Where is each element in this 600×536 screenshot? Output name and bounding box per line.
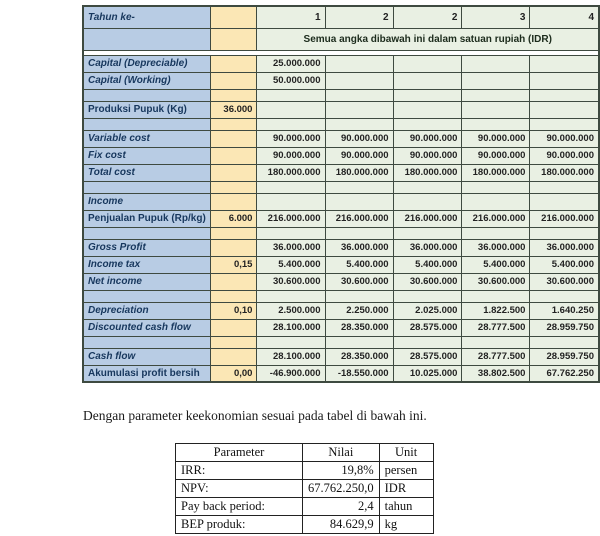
- param-cell: [210, 72, 257, 89]
- value-cell: 28.350.000: [325, 348, 393, 365]
- row-label-cell: Gross Profit: [83, 239, 210, 256]
- table-row: [83, 193, 599, 210]
- summary-row-irr: [176, 462, 434, 480]
- value-cell: [325, 181, 393, 193]
- param-cell: [210, 6, 257, 28]
- blank-row: [83, 181, 599, 193]
- param-cell: [210, 164, 257, 181]
- value-cell: 28.777.500: [462, 348, 530, 365]
- value-cell: 2.250.000: [325, 302, 393, 319]
- table-row: [83, 130, 599, 147]
- value-cell: 216.000.000: [393, 210, 462, 227]
- year-header-row: [83, 6, 599, 28]
- parameter-unit: IDR: [379, 480, 433, 498]
- row-label-cell: [83, 28, 210, 50]
- value-cell: 180.000.000: [462, 164, 530, 181]
- value-cell: 180.000.000: [257, 164, 325, 181]
- value-cell: [393, 101, 462, 118]
- blank-row: [83, 290, 599, 302]
- value-cell: [462, 336, 530, 348]
- table-row: [83, 365, 599, 382]
- row-label-cell: Fix cost: [83, 147, 210, 164]
- value-cell: [393, 193, 462, 210]
- value-cell: 36.000.000: [530, 239, 599, 256]
- parameter-name: BEP produk:: [176, 516, 303, 534]
- value-cell: [462, 181, 530, 193]
- value-cell: 50.000.000: [257, 72, 325, 89]
- row-label-cell: Discounted cash flow: [83, 319, 210, 336]
- value-cell: [325, 193, 393, 210]
- value-cell: [393, 55, 462, 72]
- row-label-cell: [83, 290, 210, 302]
- table-row: [83, 348, 599, 365]
- parameter-unit: kg: [379, 516, 433, 534]
- value-cell: [530, 101, 599, 118]
- value-cell: 36.000.000: [393, 239, 462, 256]
- value-cell: 2.500.000: [257, 302, 325, 319]
- table-row: [83, 319, 599, 336]
- blank-row: [83, 336, 599, 348]
- param-cell: 0,15: [210, 256, 257, 273]
- row-label-cell: [83, 118, 210, 130]
- value-cell: [530, 290, 599, 302]
- param-cell: [210, 239, 257, 256]
- table-row: [83, 147, 599, 164]
- currency-note-cell: Semua angka dibawah ini dalam satuan rupiah (IDR): [257, 28, 599, 50]
- value-cell: [530, 193, 599, 210]
- param-cell: [210, 336, 257, 348]
- financial-table: [82, 5, 600, 383]
- value-cell: 28.777.500: [462, 319, 530, 336]
- value-cell: 28.350.000: [325, 319, 393, 336]
- value-cell: 90.000.000: [325, 147, 393, 164]
- value-cell: [530, 55, 599, 72]
- value-cell: 180.000.000: [393, 164, 462, 181]
- table-row: [83, 273, 599, 290]
- value-cell: 30.600.000: [325, 273, 393, 290]
- value-cell: [325, 290, 393, 302]
- value-cell: 67.762.250: [530, 365, 599, 382]
- col-header-parameter: Parameter: [176, 444, 303, 462]
- value-cell: [257, 89, 325, 101]
- year-1-cell: 1: [257, 6, 325, 28]
- value-cell: 36.000.000: [325, 239, 393, 256]
- value-cell: 5.400.000: [462, 256, 530, 273]
- parameter-value: 67.762.250,0: [303, 480, 380, 498]
- param-cell: [210, 118, 257, 130]
- row-label-cell: [83, 89, 210, 101]
- value-cell: [462, 101, 530, 118]
- value-cell: 2.025.000: [393, 302, 462, 319]
- table-row: [83, 101, 599, 118]
- value-cell: 90.000.000: [257, 130, 325, 147]
- param-cell: [210, 193, 257, 210]
- param-cell: [210, 130, 257, 147]
- param-cell: [210, 28, 257, 50]
- param-cell: 0,10: [210, 302, 257, 319]
- value-cell: [393, 336, 462, 348]
- value-cell: 30.600.000: [393, 273, 462, 290]
- value-cell: [462, 118, 530, 130]
- value-cell: [325, 118, 393, 130]
- table-row: [83, 72, 599, 89]
- value-cell: [393, 72, 462, 89]
- row-label-cell: Depreciation: [83, 302, 210, 319]
- row-label-cell: Produksi Pupuk (Kg): [83, 101, 210, 118]
- value-cell: [393, 118, 462, 130]
- value-cell: 5.400.000: [393, 256, 462, 273]
- param-cell: [210, 273, 257, 290]
- value-cell: [325, 101, 393, 118]
- parameter-name: IRR:: [176, 462, 303, 480]
- value-cell: -46.900.000: [257, 365, 325, 382]
- value-cell: 90.000.000: [462, 147, 530, 164]
- row-label-cell: Net income: [83, 273, 210, 290]
- value-cell: [462, 72, 530, 89]
- summary-row-npv: [176, 480, 434, 498]
- value-cell: [462, 193, 530, 210]
- row-label-cell: [83, 227, 210, 239]
- value-cell: [257, 181, 325, 193]
- value-cell: [325, 336, 393, 348]
- value-cell: 5.400.000: [257, 256, 325, 273]
- value-cell: [257, 290, 325, 302]
- parameter-summary-table: [175, 443, 434, 534]
- table-row: [83, 210, 599, 227]
- param-cell: [210, 290, 257, 302]
- value-cell: [462, 290, 530, 302]
- value-cell: [530, 118, 599, 130]
- col-header-unit: Unit: [379, 444, 433, 462]
- year-4-cell: 3: [462, 6, 530, 28]
- param-cell: [210, 319, 257, 336]
- value-cell: [530, 336, 599, 348]
- value-cell: -18.550.000: [325, 365, 393, 382]
- value-cell: [393, 227, 462, 239]
- table-row: [83, 256, 599, 273]
- value-cell: 1.640.250: [530, 302, 599, 319]
- value-cell: [325, 72, 393, 89]
- value-cell: [257, 101, 325, 118]
- param-cell: [210, 147, 257, 164]
- blank-row: [83, 227, 599, 239]
- value-cell: 36.000.000: [257, 239, 325, 256]
- value-cell: [530, 89, 599, 101]
- row-label-cell: Penjualan Pupuk (Rp/kg): [83, 210, 210, 227]
- summary-row-payback: [176, 498, 434, 516]
- table-row: [83, 239, 599, 256]
- value-cell: 180.000.000: [325, 164, 393, 181]
- row-label-cell: Variable cost: [83, 130, 210, 147]
- value-cell: [325, 55, 393, 72]
- parameter-name: NPV:: [176, 480, 303, 498]
- value-cell: [530, 227, 599, 239]
- value-cell: 90.000.000: [325, 130, 393, 147]
- value-cell: [462, 89, 530, 101]
- table-row: [83, 302, 599, 319]
- parameter-value: 84.629,9: [303, 516, 380, 534]
- parameter-value: 19,8%: [303, 462, 380, 480]
- row-label-cell: [83, 336, 210, 348]
- value-cell: [462, 227, 530, 239]
- param-cell: [210, 55, 257, 72]
- value-cell: 180.000.000: [530, 164, 599, 181]
- value-cell: 90.000.000: [530, 147, 599, 164]
- table-row: [83, 164, 599, 181]
- table-row: [83, 55, 599, 72]
- param-cell: [210, 227, 257, 239]
- row-label-cell: Akumulasi profit bersih: [83, 365, 210, 382]
- summary-row-bep: [176, 516, 434, 534]
- value-cell: 90.000.000: [257, 147, 325, 164]
- param-cell: [210, 89, 257, 101]
- row-label-cell: Capital (Working): [83, 72, 210, 89]
- note-paragraph: Dengan parameter keekonomian sesuai pada tabel di bawah ini.: [83, 408, 427, 423]
- row-label-cell: [83, 181, 210, 193]
- param-cell: [210, 181, 257, 193]
- value-cell: [325, 227, 393, 239]
- value-cell: 28.100.000: [257, 348, 325, 365]
- value-cell: [257, 336, 325, 348]
- row-label-cell: Cash flow: [83, 348, 210, 365]
- parameter-unit: persen: [379, 462, 433, 480]
- year-5-cell: 4: [530, 6, 599, 28]
- value-cell: [257, 227, 325, 239]
- param-cell: 0,00: [210, 365, 257, 382]
- blank-row: [83, 118, 599, 130]
- value-cell: 216.000.000: [462, 210, 530, 227]
- param-cell: [210, 348, 257, 365]
- value-cell: 90.000.000: [393, 147, 462, 164]
- currency-subheader-row: [83, 28, 599, 50]
- value-cell: 28.100.000: [257, 319, 325, 336]
- value-cell: 25.000.000: [257, 55, 325, 72]
- value-cell: 216.000.000: [257, 210, 325, 227]
- value-cell: 38.802.500: [462, 365, 530, 382]
- value-cell: 90.000.000: [462, 130, 530, 147]
- value-cell: 216.000.000: [325, 210, 393, 227]
- value-cell: 30.600.000: [257, 273, 325, 290]
- value-cell: 90.000.000: [530, 130, 599, 147]
- value-cell: 28.575.000: [393, 348, 462, 365]
- value-cell: [257, 193, 325, 210]
- value-cell: 30.600.000: [462, 273, 530, 290]
- row-label-cell: Total cost: [83, 164, 210, 181]
- value-cell: 10.025.000: [393, 365, 462, 382]
- param-cell: 6.000: [210, 210, 257, 227]
- summary-header-row: [176, 444, 434, 462]
- row-label-cell: Capital (Depreciable): [83, 55, 210, 72]
- value-cell: 36.000.000: [462, 239, 530, 256]
- value-cell: [257, 118, 325, 130]
- value-cell: 1.822.500: [462, 302, 530, 319]
- main-table-body: [83, 55, 599, 382]
- value-cell: 5.400.000: [530, 256, 599, 273]
- param-cell: 36.000: [210, 101, 257, 118]
- value-cell: [393, 181, 462, 193]
- value-cell: [530, 181, 599, 193]
- value-cell: [325, 89, 393, 101]
- value-cell: 28.959.750: [530, 348, 599, 365]
- year-3-cell: 2: [393, 6, 462, 28]
- year-2-cell: 2: [325, 6, 393, 28]
- row-label-cell: Income: [83, 193, 210, 210]
- row-label-cell: Income tax: [83, 256, 210, 273]
- value-cell: 28.959.750: [530, 319, 599, 336]
- value-cell: 30.600.000: [530, 273, 599, 290]
- value-cell: [462, 55, 530, 72]
- value-cell: [393, 89, 462, 101]
- value-cell: 90.000.000: [393, 130, 462, 147]
- value-cell: 5.400.000: [325, 256, 393, 273]
- value-cell: [530, 72, 599, 89]
- value-cell: [393, 290, 462, 302]
- parameter-name: Pay back period:: [176, 498, 303, 516]
- value-cell: 28.575.000: [393, 319, 462, 336]
- value-cell: 216.000.000: [530, 210, 599, 227]
- parameter-value: 2,4: [303, 498, 380, 516]
- col-header-nilai: Nilai: [303, 444, 380, 462]
- parameter-unit: tahun: [379, 498, 433, 516]
- year-header-label: Tahun ke-: [83, 6, 210, 28]
- blank-row: [83, 89, 599, 101]
